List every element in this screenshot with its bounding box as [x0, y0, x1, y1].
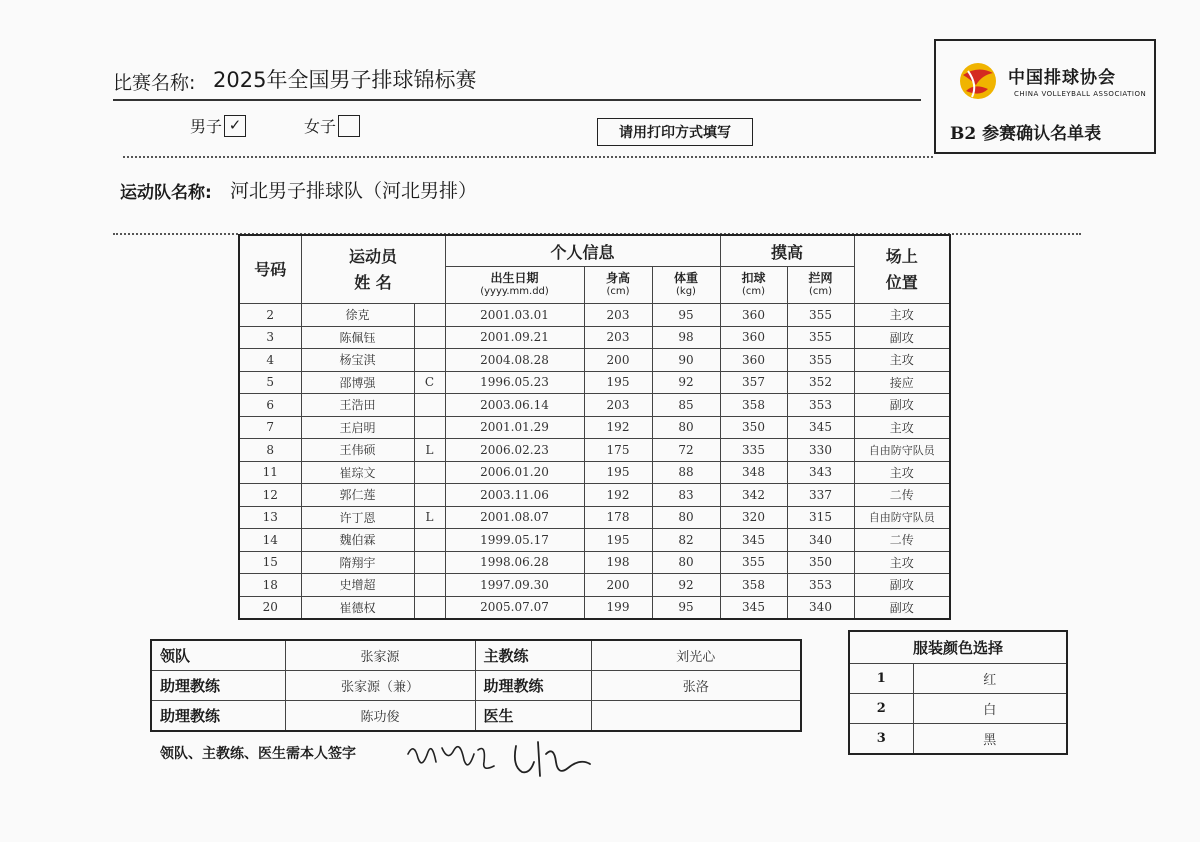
uniform-option-color-3: 黑: [913, 724, 1067, 755]
cell-position: 自由防守队员: [854, 439, 950, 462]
cell-role: [414, 596, 445, 619]
association-name-en: CHINA VOLLEYBALL ASSOCIATION: [1014, 90, 1147, 98]
roster-row: [239, 529, 950, 552]
cell-spike: 345: [720, 529, 787, 552]
cell-birth: 2001.08.07: [445, 506, 584, 529]
competition-underline: [113, 99, 921, 101]
cell-no: 13: [239, 506, 301, 529]
competition-label: 比赛名称:: [113, 72, 196, 94]
asst-coach-label-1-text: 助理教练: [160, 677, 221, 695]
cell-role: [414, 326, 445, 349]
cell-spike: 320: [720, 506, 787, 529]
cell-role: [414, 394, 445, 417]
cell-birth: 2003.06.14: [445, 394, 584, 417]
cell-no: 15: [239, 551, 301, 574]
cell-position: 副攻: [854, 326, 950, 349]
signature-label: 领队、主教练、医生需本人签字: [160, 746, 356, 762]
header-athlete-line1: 运动员: [348, 246, 397, 266]
cell-birth: 2006.01.20: [445, 461, 584, 484]
cell-name: 魏伯霖: [301, 529, 414, 552]
cell-weight: 80: [652, 416, 720, 439]
cell-block: 355: [787, 304, 854, 327]
header-weight-unit: (kg): [676, 286, 696, 297]
cell-role: [414, 551, 445, 574]
cell-role: [414, 349, 445, 372]
header-birth-format: (yyyy.mm.dd): [480, 286, 549, 297]
male-label: 男子: [190, 117, 223, 136]
roster-row: [239, 484, 950, 507]
cell-name: 隋翔宇: [301, 551, 414, 574]
cell-position: 主攻: [854, 304, 950, 327]
cell-block: 352: [787, 371, 854, 394]
cell-no: 3: [239, 326, 301, 349]
cell-birth: 1996.05.23: [445, 371, 584, 394]
header-position-line1: 场上: [885, 246, 918, 266]
header-position: [854, 235, 950, 304]
cell-role: L: [414, 506, 445, 529]
cell-spike: 350: [720, 416, 787, 439]
cell-spike: 360: [720, 349, 787, 372]
cell-name: 王浩田: [301, 394, 414, 417]
cell-birth: 2001.09.21: [445, 326, 584, 349]
cell-position: 自由防守队员: [854, 506, 950, 529]
team-label: 运动队名称:: [120, 183, 212, 203]
association-logo-box: [934, 39, 1156, 154]
staff-table: [150, 639, 802, 732]
cell-name: 许丁恩: [301, 506, 414, 529]
competition-name: 2025年全国男子排球锦标赛: [213, 68, 477, 92]
cell-position: 主攻: [854, 416, 950, 439]
handwritten-signature: [404, 732, 604, 784]
roster-body: [239, 304, 950, 620]
cell-name: 崔琮文: [301, 461, 414, 484]
cell-block: 337: [787, 484, 854, 507]
cell-position: 主攻: [854, 551, 950, 574]
cell-no: 4: [239, 349, 301, 372]
cell-height: 192: [584, 484, 652, 507]
cell-role: [414, 304, 445, 327]
cell-weight: 80: [652, 551, 720, 574]
head-coach-value: 刘光心: [591, 640, 801, 671]
male-checkbox[interactable]: ✓: [224, 115, 246, 137]
cell-role: [414, 416, 445, 439]
volleyball-logo-icon: [958, 61, 998, 101]
cell-height: 200: [584, 349, 652, 372]
cell-spike: 342: [720, 484, 787, 507]
cell-role: [414, 461, 445, 484]
header-reach: 摸高: [720, 235, 854, 267]
head-coach-label-text: 主教练: [483, 647, 529, 665]
cell-birth: 1997.09.30: [445, 574, 584, 597]
cell-block: 340: [787, 596, 854, 619]
cell-position: 副攻: [854, 574, 950, 597]
roster-row: [239, 574, 950, 597]
cell-spike: 360: [720, 326, 787, 349]
doctor-value: [591, 701, 801, 732]
cell-height: 200: [584, 574, 652, 597]
gender-female: [304, 114, 360, 137]
cell-height: 198: [584, 551, 652, 574]
cell-name: 王伟硕: [301, 439, 414, 462]
cell-weight: 90: [652, 349, 720, 372]
female-checkbox[interactable]: [338, 115, 360, 137]
cell-no: 6: [239, 394, 301, 417]
roster-row: [239, 304, 950, 327]
cell-height: 192: [584, 416, 652, 439]
asst-coach-label-3-text: 助理教练: [483, 677, 544, 695]
cell-spike: 360: [720, 304, 787, 327]
roster-row: [239, 461, 950, 484]
cell-name: 史增超: [301, 574, 414, 597]
print-instruction: 请用打印方式填写: [597, 118, 753, 146]
roster-row: [239, 349, 950, 372]
cell-block: 350: [787, 551, 854, 574]
asst-coach-value-2: 陈功俊: [285, 701, 475, 732]
uniform-option-num-3: 3: [849, 724, 913, 755]
cell-block: 315: [787, 506, 854, 529]
header-weight: [652, 267, 720, 304]
cell-birth: 2006.02.23: [445, 439, 584, 462]
cell-name: 王启明: [301, 416, 414, 439]
cell-role: C: [414, 371, 445, 394]
cell-block: 343: [787, 461, 854, 484]
roster-row: [239, 371, 950, 394]
cell-position: 二传: [854, 484, 950, 507]
cell-height: 199: [584, 596, 652, 619]
cell-no: 14: [239, 529, 301, 552]
cell-spike: 335: [720, 439, 787, 462]
cell-position: 主攻: [854, 349, 950, 372]
cell-height: 195: [584, 529, 652, 552]
cell-position: 主攻: [854, 461, 950, 484]
cell-no: 5: [239, 371, 301, 394]
header-spike-unit: (cm): [741, 286, 766, 297]
separator-dotted-1: [123, 156, 933, 158]
cell-birth: 2005.07.07: [445, 596, 584, 619]
uniform-color-table: [848, 630, 1068, 755]
cell-weight: 83: [652, 484, 720, 507]
uniform-title: 服装颜色选择: [849, 631, 1067, 664]
cell-height: 175: [584, 439, 652, 462]
cell-block: 355: [787, 326, 854, 349]
header-spike-label: 扣球: [741, 271, 766, 285]
cell-block: 353: [787, 394, 854, 417]
cell-spike: 357: [720, 371, 787, 394]
cell-birth: 1999.05.17: [445, 529, 584, 552]
cell-position: 副攻: [854, 394, 950, 417]
cell-role: [414, 574, 445, 597]
header-block-label: 拦网: [808, 271, 833, 285]
cell-no: 8: [239, 439, 301, 462]
asst-coach-value-1: 张家源（兼）: [285, 671, 475, 701]
header-height: [584, 267, 652, 304]
cell-weight: 82: [652, 529, 720, 552]
cell-height: 178: [584, 506, 652, 529]
doctor-label: [475, 701, 591, 732]
cell-weight: 95: [652, 304, 720, 327]
cell-block: 353: [787, 574, 854, 597]
leader-label: [151, 640, 285, 671]
header-birth-label: 出生日期: [490, 271, 539, 285]
cell-role: L: [414, 439, 445, 462]
leader-label-text: 领队: [160, 647, 191, 665]
cell-weight: 85: [652, 394, 720, 417]
cell-block: 330: [787, 439, 854, 462]
roster-row: [239, 394, 950, 417]
cell-name: 陈佩钰: [301, 326, 414, 349]
cell-height: 195: [584, 371, 652, 394]
cell-birth: 1998.06.28: [445, 551, 584, 574]
cell-block: 345: [787, 416, 854, 439]
header-spike: [720, 267, 787, 304]
cell-height: 203: [584, 326, 652, 349]
header-block: [787, 267, 854, 304]
asst-coach-label-2-text: 助理教练: [160, 707, 221, 725]
header-weight-label: 体重: [673, 271, 698, 285]
cell-weight: 95: [652, 596, 720, 619]
cell-birth: 2004.08.28: [445, 349, 584, 372]
roster-row: [239, 596, 950, 619]
asst-coach-label-1: [151, 671, 285, 701]
roster-table: [238, 234, 951, 620]
cell-position: 接应: [854, 371, 950, 394]
uniform-option-color-1: 红: [913, 664, 1067, 694]
header-number: 号码: [239, 235, 301, 304]
header-block-unit: (cm): [808, 286, 833, 297]
cell-no: 11: [239, 461, 301, 484]
cell-weight: 98: [652, 326, 720, 349]
cell-weight: 88: [652, 461, 720, 484]
roster-row: [239, 326, 950, 349]
roster-row: [239, 506, 950, 529]
cell-no: 12: [239, 484, 301, 507]
uniform-option-color-2: 白: [913, 694, 1067, 724]
cell-height: 203: [584, 304, 652, 327]
cell-spike: 358: [720, 394, 787, 417]
association-name-cn: 中国排球协会: [1008, 68, 1116, 88]
cell-height: 203: [584, 394, 652, 417]
female-label: 女子: [304, 117, 337, 136]
cell-weight: 72: [652, 439, 720, 462]
gender-male: [190, 114, 246, 137]
header-athlete: [301, 235, 445, 304]
uniform-option-num-2: 2: [849, 694, 913, 724]
cell-spike: 355: [720, 551, 787, 574]
roster-row: [239, 439, 950, 462]
cell-position: 二传: [854, 529, 950, 552]
cell-role: [414, 529, 445, 552]
cell-spike: 348: [720, 461, 787, 484]
form-code: B2 参赛确认名单表: [950, 124, 1102, 144]
asst-coach-label-3: [475, 671, 591, 701]
cell-block: 355: [787, 349, 854, 372]
cell-height: 195: [584, 461, 652, 484]
doctor-label-text: 医生: [483, 707, 514, 725]
cell-name: 杨宝淇: [301, 349, 414, 372]
header-athlete-line2: 姓 名: [354, 272, 392, 292]
cell-weight: 80: [652, 506, 720, 529]
asst-coach-value-3: 张洛: [591, 671, 801, 701]
roster-row: [239, 551, 950, 574]
head-coach-label: [475, 640, 591, 671]
header-position-line2: 位置: [885, 272, 918, 292]
cell-birth: 2003.11.06: [445, 484, 584, 507]
cell-block: 340: [787, 529, 854, 552]
header-height-unit: (cm): [606, 286, 630, 297]
cell-no: 20: [239, 596, 301, 619]
cell-name: 邵博强: [301, 371, 414, 394]
cell-name: 徐克: [301, 304, 414, 327]
cell-name: 崔德权: [301, 596, 414, 619]
team-name: 河北男子排球队（河北男排）: [230, 180, 478, 202]
cell-spike: 358: [720, 574, 787, 597]
cell-no: 7: [239, 416, 301, 439]
cell-name: 郭仁莲: [301, 484, 414, 507]
cell-spike: 345: [720, 596, 787, 619]
cell-no: 18: [239, 574, 301, 597]
cell-no: 2: [239, 304, 301, 327]
cell-birth: 2001.03.01: [445, 304, 584, 327]
cell-weight: 92: [652, 371, 720, 394]
leader-value: 张家源: [285, 640, 475, 671]
cell-birth: 2001.01.29: [445, 416, 584, 439]
header-height-label: 身高: [605, 271, 630, 285]
asst-coach-label-2: [151, 701, 285, 732]
header-birth: [445, 267, 584, 304]
roster-row: [239, 416, 950, 439]
uniform-option-num-1: 1: [849, 664, 913, 694]
cell-weight: 92: [652, 574, 720, 597]
cell-position: 副攻: [854, 596, 950, 619]
header-personal-info: 个人信息: [445, 235, 720, 267]
cell-role: [414, 484, 445, 507]
